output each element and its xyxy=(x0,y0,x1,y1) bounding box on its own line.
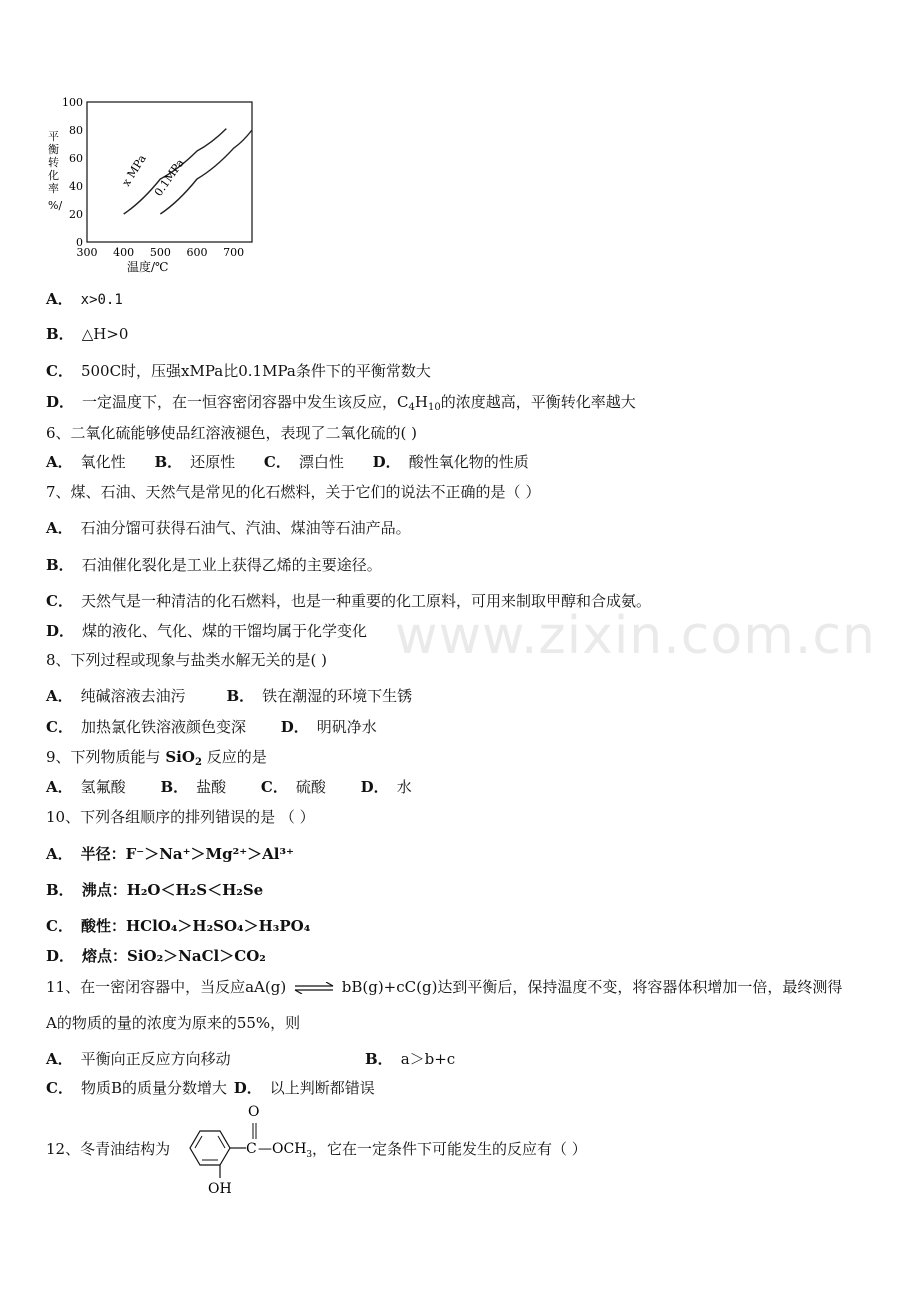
q5-option-b: B． △H>0 xyxy=(46,325,129,343)
wintergreen-structure xyxy=(176,1100,326,1196)
q10-option-a: A． 半径：F⁻＞Na⁺＞Mg²⁺＞Al³⁺ xyxy=(46,845,294,863)
q7-option-b: B． 石油催化裂化是工业上获得乙烯的主要途径。 xyxy=(46,556,382,574)
chart-xtick: 700 xyxy=(223,246,245,259)
chart-ytick: 80 xyxy=(69,124,83,137)
chart-xtick: 500 xyxy=(149,246,171,259)
chart-ytick: 60 xyxy=(69,152,83,165)
q11-stem-line1: 11、在一密闭容器中，当反应aA(g) bB(g)+cC(g)达到平衡后，保持温度不变，将容器体积增加一倍，最终测得 xyxy=(46,978,843,996)
chart-ylabel: 平衡转化率%/ xyxy=(48,130,63,212)
q6-options: A． 氧化性 B． 还原性 C． 漂白性 D． 酸性氧化物的性质 xyxy=(46,453,529,471)
chart-ytick: 40 xyxy=(69,180,83,193)
conversion-chart xyxy=(42,95,257,275)
chart-ytick: 100 xyxy=(62,96,83,109)
q10-stem: 10、下列各组顺序的排列错误的是 （ ） xyxy=(46,808,315,826)
q8-options-ab: A． 纯碱溶液去油污 B． 铁在潮湿的环境下生锈 xyxy=(46,687,413,705)
q7-option-d: D． 煤的液化、气化、煤的干馏均属于化学变化 xyxy=(46,622,368,640)
chart-xtick: 300 xyxy=(76,246,98,259)
struct-c: C xyxy=(246,1141,257,1157)
struct-och3: $—OCH_3$ xyxy=(258,1141,313,1160)
chart-ytick: 20 xyxy=(69,208,83,221)
q10-option-b: B． 沸点：H₂O＜H₂S＜H₂Se xyxy=(46,881,264,899)
q11-options-cd: C． 物质B的质量分数增大 D． 以上判断都错误 xyxy=(46,1079,375,1097)
struct-oh: OH xyxy=(208,1181,232,1196)
q11-option-b: B． a＞b+c xyxy=(365,1050,456,1068)
q7-option-c: C． 天然气是一种清洁的化石燃料，也是一种重要的化工原料，可用来制取甲醇和合成氨。 xyxy=(46,592,651,610)
watermark: www.zixin.com.cn xyxy=(395,606,876,666)
q12-stem-post: ，它在一定条件下可能发生的反应有（ ） xyxy=(312,1140,587,1158)
q8-options-cd: C． 加热氯化铁溶液颜色变深 D． 明矾净水 xyxy=(46,718,377,736)
equilibrium-arrow-icon xyxy=(293,982,335,994)
q8-stem: 8、下列过程或现象与盐类水解无关的是( ) xyxy=(46,651,328,669)
q11-stem-line2: A的物质的量的浓度为原来的55%，则 xyxy=(46,1014,301,1032)
q9-stem: 9、下列物质能与 SiO$_2$ 反应的是 xyxy=(46,748,267,768)
q7-option-a: A． 石油分馏可获得石油气、汽油、煤油等石油产品。 xyxy=(46,519,411,537)
chart-series-label-x: x MPa xyxy=(119,152,149,189)
q7-stem: 7、煤、石油、天然气是常见的化石燃料，关于它们的说法不正确的是（ ） xyxy=(46,483,541,501)
q10-option-d: D． 熔点：SiO₂＞NaCl＞CO₂ xyxy=(46,947,266,965)
q5-option-c: C． 500C时，压强xMPa比0.1MPa条件下的平衡常数大 xyxy=(46,362,431,380)
q12-stem-pre: 12、冬青油结构为 xyxy=(46,1140,171,1158)
chart-ytick: 0 xyxy=(76,236,83,249)
q9-options: A． 氢氟酸 B． 盐酸 C． 硫酸 D． 水 xyxy=(46,778,412,796)
q5-option-d: D． 一定温度下，在一恒容密闭容器中发生该反应，$C_4H_{10}$的浓度越高，平衡转化率越大 xyxy=(46,393,636,413)
chart-series-label-01: 0.1MPa xyxy=(151,156,187,199)
q5-option-a: A． x>0.1 xyxy=(46,290,123,308)
struct-o: O xyxy=(248,1104,260,1120)
chart-xtick: 400 xyxy=(113,246,135,259)
q10-option-c: C． 酸性：HClO₄＞H₂SO₄＞H₃PO₄ xyxy=(46,917,311,935)
chart-xtick: 600 xyxy=(186,246,208,259)
q11-options-ab: A． 平衡向正反应方向移动 xyxy=(46,1050,231,1068)
q6-stem: 6、二氧化硫能够使品红溶液褪色，表现了二氧化硫的( ) xyxy=(46,424,418,442)
chart-xlabel: 温度/℃ xyxy=(127,260,169,274)
